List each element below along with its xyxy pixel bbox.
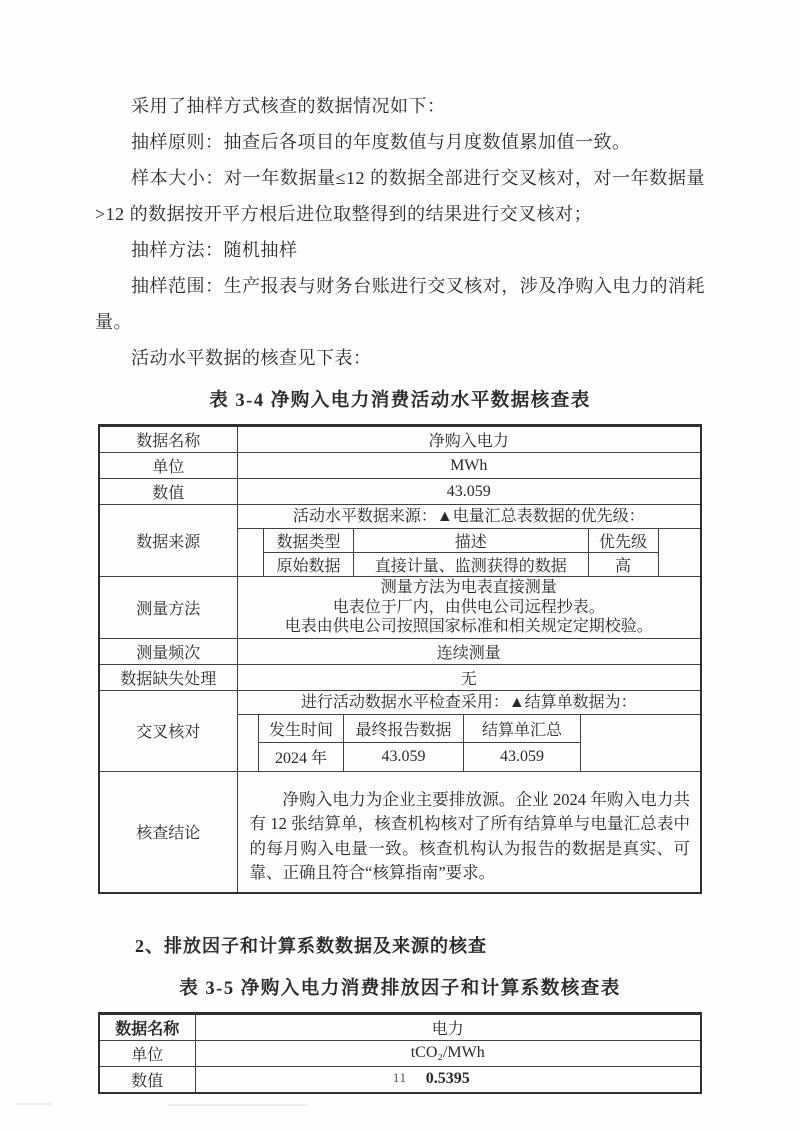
final-report-header: 最终报告数据 <box>344 715 464 743</box>
description-header: 描述 <box>354 529 589 553</box>
table-3-4-title: 表 3-4 净购入电力消费活动水平数据核查表 <box>209 391 591 411</box>
table-row <box>99 638 701 664</box>
data-type-value: 原始数据 <box>264 553 354 577</box>
table-3-5-title: 表 3-5 净购入电力消费排放因子和计算系数核查表 <box>179 978 621 999</box>
value-value: 0.5395 <box>195 1066 701 1093</box>
value-label: 数值 <box>99 479 237 505</box>
paragraph-sampling-method: 抽样方法：随机抽样 <box>131 240 298 260</box>
scan-smudge <box>168 1104 308 1106</box>
data-name-label: 数据名称 <box>99 426 237 453</box>
missing-data-label: 数据缺失处理 <box>99 664 237 690</box>
cross-check-subtable <box>238 715 701 771</box>
data-source-content <box>237 505 701 577</box>
paragraph-sample-size: 样本大小：对一年数据量≤12 的数据全部进行交叉核对，对一年数据量>12 的数据按开平方根后进位取整得到的结果进行交叉核对； <box>95 168 705 224</box>
table-row <box>99 664 701 690</box>
value-label: 数值 <box>99 1066 195 1093</box>
measure-method-line: 电表位于厂内，由供电公司远程抄表。 <box>332 598 605 616</box>
unit-value: MWh <box>237 453 701 479</box>
paragraph-sampling-principle: 抽样原则：抽查后各项目的年度数值与月度数值累加值一致。 <box>131 132 631 152</box>
settlement-sum-header: 结算单汇总 <box>464 715 581 743</box>
subtable-data-row <box>238 553 701 577</box>
table-row-cross-check <box>99 690 701 771</box>
table-row-measure-method <box>99 577 701 639</box>
empty-cell <box>658 529 700 576</box>
data-type-header: 数据类型 <box>264 529 354 553</box>
settlement-sum-value: 43.059 <box>464 743 581 771</box>
occur-time-header: 发生时间 <box>259 715 344 743</box>
description-value: 直接计量、监测获得的数据 <box>354 553 589 577</box>
conclusion-cell <box>237 771 701 893</box>
table-row <box>99 426 701 453</box>
paragraph-sampling-scope: 抽样范围：生产报表与财务台账进行交叉核对，涉及净购入电力的消耗量。 <box>95 276 705 332</box>
value-value: 43.059 <box>237 479 701 505</box>
measure-method-label: 测量方法 <box>99 577 237 639</box>
table-row-data-source <box>99 505 701 577</box>
subtable-header-row <box>238 529 701 553</box>
table-row <box>99 1040 701 1066</box>
data-source-header: 活动水平数据来源：▲电量汇总表数据的优先级： <box>238 505 701 529</box>
cross-check-label: 交叉核对 <box>99 690 237 771</box>
paragraph-activity-data-note: 活动水平数据的核查见下表： <box>131 348 372 368</box>
cross-check-header: 进行活动数据水平检查采用：▲结算单数据为： <box>238 691 701 715</box>
data-source-label: 数据来源 <box>99 505 237 577</box>
table-row <box>99 479 701 505</box>
table-row <box>99 1013 701 1040</box>
table-row <box>99 453 701 479</box>
measure-method-line: 电表由供电公司按照国家标准和相关规定定期校验。 <box>284 618 653 635</box>
section-2-heading: 2、排放因子和计算系数数据及来源的核查 <box>135 935 487 956</box>
data-name-value: 净购入电力 <box>237 426 701 453</box>
missing-data-value: 无 <box>237 664 701 690</box>
final-report-value: 43.059 <box>344 743 464 771</box>
scan-smudge <box>14 1103 52 1105</box>
empty-cell <box>238 529 264 576</box>
unit-value: tCO₂/MWh <box>195 1040 701 1066</box>
conclusion-text: 净购入电力为企业主要排放源。企业 2024 年购入电力共有 12 张结算单，核查机构核对了所有结算单与电量汇总表中的每月购入电量一致。核查机构认为报告的数据是真实、可靠、正确且符合“核算指南”要求。 <box>249 789 690 882</box>
cross-check-content <box>237 690 701 771</box>
conclusion-label: 核查结论 <box>99 771 237 893</box>
unit-label: 单位 <box>99 1040 195 1066</box>
unit-label: 单位 <box>99 453 237 479</box>
measure-method-value <box>237 577 701 639</box>
priority-header: 优先级 <box>588 529 658 553</box>
priority-value: 高 <box>588 553 658 577</box>
table-3-4 <box>98 424 702 894</box>
measure-method-line: 测量方法为电表直接测量 <box>380 579 557 596</box>
empty-cell <box>581 715 701 771</box>
subtable-header-row <box>238 715 701 743</box>
occur-time-value: 2024 年 <box>259 743 344 771</box>
table-row-conclusion <box>99 771 701 893</box>
data-name-label: 数据名称 <box>99 1013 195 1040</box>
empty-cell <box>238 715 259 771</box>
body-text-block <box>95 88 705 376</box>
data-name-value: 电力 <box>195 1013 701 1040</box>
measure-frequency-label: 测量频次 <box>99 638 237 664</box>
data-source-subtable <box>238 529 701 576</box>
measure-frequency-value: 连续测量 <box>237 638 701 664</box>
paragraph-sampling-intro: 采用了抽样方式核查的数据情况如下： <box>131 96 446 116</box>
page-number: 11 <box>392 1071 408 1085</box>
